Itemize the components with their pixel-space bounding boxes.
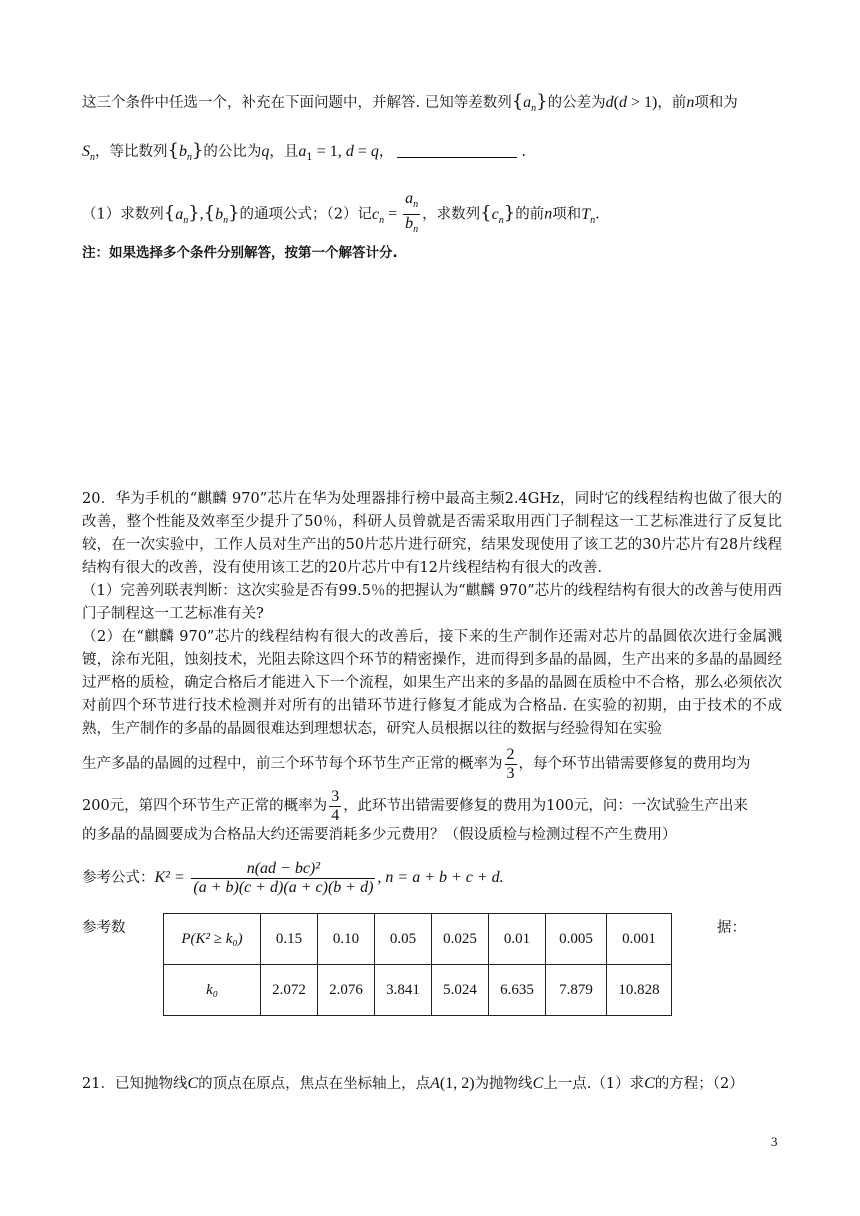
reference-formula: 参考公式：K² = $\frac{\text{n(ad − bc)²}}{(a + b)(c + d)(a + c)(b + d)}$ , n = a + b + c + d. — [82, 859, 504, 896]
q19-note: 注：如果选择多个条件分别解答，按第一个解答计分. — [82, 245, 398, 261]
q19-line-2: $S_n$，等比数列$\{b_n\}$的公比为q，且$a_1 = 1$, d = q， . — [82, 140, 526, 163]
q19-line-3: （1）求数列$\{a_n\},\{b_n\}$的通项公式；（2）记$c_n$ = $\frac{a_n}{b_n}$ ，求数列$\{c_n\}$的前n项和$T_n$. — [82, 190, 600, 235]
table-cell: 0.001 — [607, 914, 672, 965]
answer-blank — [397, 143, 517, 158]
table-label-left: 参考数 — [82, 920, 126, 936]
q21-line: 21．已知抛物线C的顶点在原点，焦点在坐标轴上，点A(1, 2)为抛物线C上一点.（1）求C的方程；（2） — [82, 1075, 744, 1092]
table-cell: 0.15 — [261, 914, 318, 965]
q20-line-prob2: 200元，第四个环节生产正常的概率为 $\frac{3}{4}$ ，此环节出错需要修复的费用为100元，问：一次试验生产出来 — [82, 787, 748, 824]
table-header-cell: P(K² ≥ k₀) — [164, 914, 261, 965]
table-cell: 3.841 — [375, 965, 432, 1016]
table-cell: 0.10 — [318, 914, 375, 965]
table-cell: 0.025 — [432, 914, 489, 965]
q20-line-question: 的多晶的晶圆要成为合格品大约还需要消耗多少元费用？（假设质检与检测过程不产生费用） — [82, 827, 677, 843]
table-row-probability — [164, 914, 672, 965]
page-number: 3 — [771, 1134, 778, 1149]
table-cell: 6.635 — [489, 965, 546, 1016]
table-cell: 7.879 — [546, 965, 607, 1016]
table-label-right: 据： — [717, 920, 746, 936]
q20-paragraph-2: （1）完善列联表判断：这次实验是否有99.5％的把握认为“麒麟 970”芯片的线程结构有很大的改善与使用西门子制程这一工艺标准有关? — [82, 583, 782, 622]
table-cell: 5.024 — [432, 965, 489, 1016]
table-row-critical — [164, 965, 672, 1016]
table-header-cell: k₀ — [164, 965, 261, 1016]
table-cell: 0.005 — [546, 914, 607, 965]
table-cell: 0.05 — [375, 914, 432, 965]
table-cell: 0.01 — [489, 914, 546, 965]
table-cell: 10.828 — [607, 965, 672, 1016]
critical-value-table — [163, 913, 672, 1016]
q20-paragraph-3: （2）在“麒麟 970”芯片的线程结构有很大的改善后，接下来的生产制作还需对芯片的晶圆依次进行金属溅镀，涂布光阻，蚀刻技术，光阻去除这四个环节的精密操作，进而得到多晶的晶圆，生产出来的多晶的晶圆经过严格的质检，确定合格后才能进入下一个流程，如果生产出来的多晶的晶圆在质检中不合格，那么必须依次对前四个环节进行技术检测并对所有的出错环节进行修复才能成为合格品. 在实验的初期，由于技术的不成熟，生产制作的多晶的晶圆很难达到理想状态，研究人员根据以往的数据与经验得知在实验 — [82, 629, 782, 737]
table-cell: 2.076 — [318, 965, 375, 1016]
q19-line-1: 这三个条件中任选一个，补充在下面问题中，并解答. 已知等差数列$\{a_n\}$的公差为d(d > 1)，前n项和为 — [82, 91, 738, 114]
q20-line-prob1: 生产多晶的晶圆的过程中，前三个环节每个环节生产正常的概率为 $\frac{2}{3}$ ，每个环节出错需要修复的费用均为 — [82, 745, 751, 782]
q20-paragraph-1: 20．华为手机的“麒麟 970”芯片在华为处理器排行榜中最高主频2.4GHz，同时它的线程结构也做了很大的改善，整个性能及效率至少提升了50％，科研人员曾就是否需采取用西门子制程这一工艺标准进行了反复比较，在一次实验中，工作人员对生产出的50片芯片进行研究，结果发现使用了该工艺的30片芯片有28片线程结构有很大的改善，没有使用该工艺的20片芯片中有12片线程结构有很大的改善. — [82, 491, 782, 576]
table-cell: 2.072 — [261, 965, 318, 1016]
